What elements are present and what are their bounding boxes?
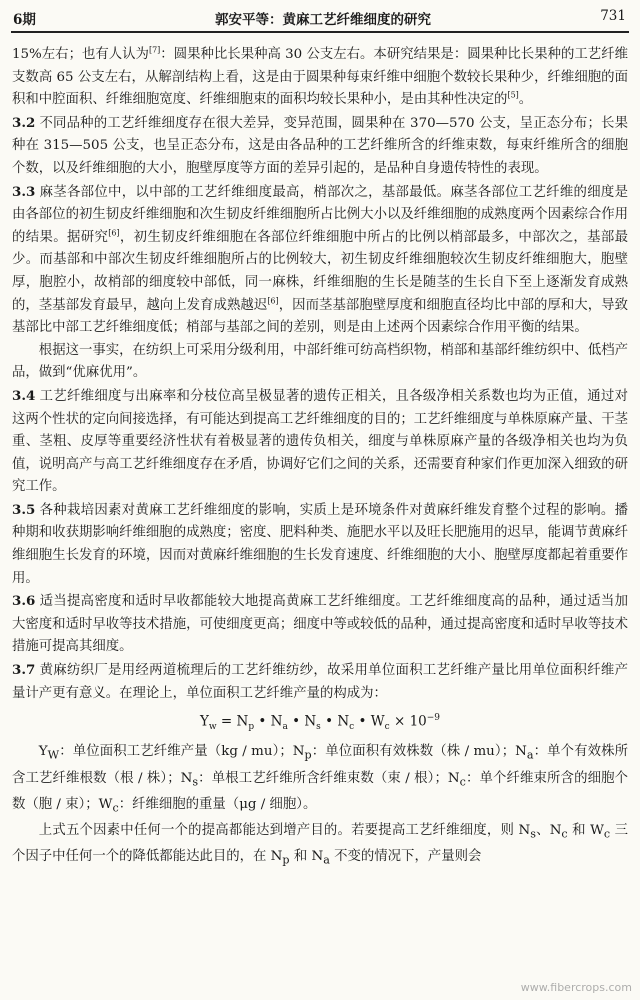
yield-formula: $Y_w = N_p$ • $N_a$ • $N_s$ • $N_c$ • $W_c \times 10^{-9}$ (199, 713, 441, 733)
section-number: 3.3 (12, 183, 36, 200)
page-header (0, 0, 640, 36)
section-3-7: 3.7 黄麻纺织厂是用经两道梳理后的工艺纤维纺纱，故采用单位面积工艺纤维产量比用单位面积纤维产量计产更有意义。在理论上，单位面积工艺纤维产量的构成为： (12, 662, 628, 701)
article-body (12, 44, 628, 873)
site-watermark: www.fibercrops.com (520, 981, 632, 994)
section-3-5: 3.5 各种栽培因素对黄麻工艺纤维细度的影响，实质上是环境条件对黄麻纤维发育整个过程的影响。播种期和收获期影响纤维细胞的成熟度；密度、肥料种类、施肥水平以及旺长肥施用的迟早，能调节黄麻纤维细胞生长发育的环境，因而对黄麻纤维细胞的生长发育速度、纤维细胞的大小、胞壁厚度都起着重要作用。 (12, 501, 628, 586)
paragraph-application: 根据这一事实，在纺织上可采用分级利用，中部纤维可纺高档织物，梢部和基部纤维纺织中、低档产品，做到“优麻优用”。 (12, 342, 628, 381)
paragraph-continuation: 15%左右；也有人认为[7]：圆果种比长果种高 30 公支左右。本研究结果是：圆果种比长果种的工艺纤维支数高 65 公支左右，从解剖结构上看，这是由于圆果种每束纤维中细胞个数较长果种少，纤维细胞的面积和中腔面积、纤维细胞宽度、纤维细胞束的面积均较长果种小，是由其种性决定的[5]。 (12, 45, 628, 108)
section-3-6: 3.6 适当提高密度和适时早收都能较大地提高黄麻工艺纤维细度。工艺纤维细度高的品种，通过适当加大密度和适时早收等技术措施，可使细度更高；细度中等或较低的品种，通过提高密度和适时早收等技术措施可提高其细度。 (12, 593, 628, 655)
section-number: 3.7 (12, 662, 36, 679)
section-3-4: 3.4 工艺纤维细度与出麻率和分枝位高呈极显著的遗传正相关，且各级净相关系数也均为正值，通过对这两个性状的定向间接选择，有可能达到提高工艺纤维细度的目的；工艺纤维细度与单株原麻产量、干茎重、茎粗、皮厚等重要经济性状有着极显著的遗传负相关，细度与单株原麻产量的各级净相关也均为负值，说明高产与高工艺纤维细度存在矛盾，协调好它们之间的关系，还需要育种家们作更加深入细致的研究工作。 (12, 387, 628, 495)
citation-ref: [6] (267, 296, 279, 306)
section-3-3: 3.3 麻茎各部位中，以中部的工艺纤维细度最高，梢部次之，基部最低。麻茎各部位工艺纤维的细度是由各部位的初生韧皮纤维细胞和次生韧皮纤维细胞所占比例大小以及纤维细胞的成熟度两个因素综合作用的结果。据研究[6]，初生韧皮纤维细胞在各部位纤维细胞中所占的比例以梢部最多，中部次之，基部最少。而基部和中部次生韧皮纤维细胞所占的比例较大，初生韧皮纤维细胞较次生韧皮纤维细胞大，胞壁厚，胞腔小，故梢部的细度较中部低，同一麻株，纤维细胞的生长是随茎的生长自下至上逐渐发育成熟的，茎基部发育最早，越向上发育成熟越迟[6]，因而茎基部胞壁厚度和细胞直径均比中部的厚和大，导致基部比中部工艺纤维细度低；梢部与基部之间的差别，则是由上述两个因素综合作用平衡的结果。 (12, 183, 629, 336)
section-number: 3.5 (12, 501, 36, 518)
citation-ref: [7] (148, 45, 161, 55)
running-title: 郭安平等：黄麻工艺纤维细度的研究 (215, 12, 431, 28)
page-number: 731 (600, 8, 626, 24)
section-number: 3.2 (12, 114, 36, 131)
citation-ref: [6] (108, 228, 120, 238)
variable-definitions: $Y_W$：单位面积工艺纤维产量（kg / mu）；$N_p$：单位面积有效株数（株 / mu）；$N_a$：单个有效株所含工艺纤维根数（根 / 株）；$N_s$：单根工艺纤维所含纤维束数（束 / 根）；$N_c$：单个纤维束所含的细胞个数（胞 / 束）；$W_c$：纤维细胞的重量（μg / 细胞）。 (12, 744, 629, 815)
section-number: 3.4 (12, 387, 36, 404)
header-rule (11, 31, 629, 33)
citation-ref: [5] (507, 90, 519, 100)
paragraph-conclusion: 上式五个因素中任何一个的提高都能达到增产目的。若要提高工艺纤维细度，则 $N_s$、$N_c$ 和 $W_c$ 三个因子中任何一个的降低都能达此目的，在 $N_p$ 和 $N_a$ 不变的情况下，产量则会 (12, 823, 628, 868)
issue-label: 6期 (13, 12, 36, 28)
section-3-2: 3.2 不同品种的工艺纤维细度存在很大差异，变异范围，圆果种在 370—570 公支，呈正态分布；长果种在 315—505 公支，也呈正态分布，这是由各品种的工艺纤维所含的纤维束数，每束纤维所含的细胞个数，以及纤维细胞的大小，胞壁厚度等方面的差异引起的，是品种自身遗传特性的表现。 (12, 114, 628, 176)
section-number: 3.6 (12, 593, 36, 610)
